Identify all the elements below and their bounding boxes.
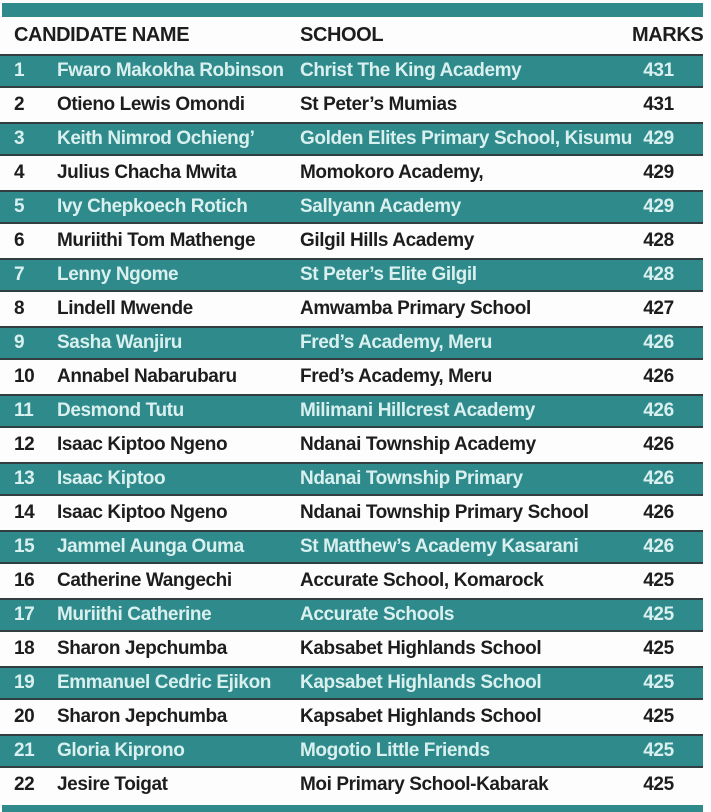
column-header-school: SCHOOL — [300, 24, 384, 46]
rank-cell: 14 — [14, 502, 35, 523]
rank-cell: 20 — [14, 706, 35, 727]
marks-cell: 426 — [643, 434, 674, 455]
school-cell: Christ The King Academy — [300, 60, 522, 81]
rank-cell: 1 — [14, 60, 25, 81]
top-accent-bar — [2, 3, 703, 17]
marks-cell: 425 — [643, 740, 674, 761]
marks-cell: 431 — [643, 60, 674, 81]
bottom-accent-bar — [2, 805, 703, 812]
rank-cell: 11 — [14, 400, 34, 421]
results-table-body — [0, 54, 703, 802]
school-cell: Sallyann Academy — [300, 196, 461, 217]
table-row — [0, 122, 703, 156]
school-cell: St Peter’s Elite Gilgil — [300, 264, 477, 285]
table-row — [0, 360, 703, 394]
school-cell: Kapsabet Highlands School — [300, 672, 542, 693]
school-cell: Golden Elites Primary School, Kisumu — [300, 128, 632, 149]
candidate-name-cell: Sharon Jepchumba — [57, 638, 227, 659]
school-cell: Accurate School, Komarock — [300, 570, 544, 591]
rank-cell: 19 — [14, 672, 35, 693]
rank-cell: 3 — [14, 128, 25, 149]
school-cell: St Matthew’s Academy Kasarani — [300, 536, 579, 557]
table-row — [0, 326, 703, 360]
candidate-name-cell: Gloria Kiprono — [57, 740, 185, 761]
candidate-name-cell: Isaac Kiptoo Ngeno — [57, 502, 228, 523]
school-cell: Gilgil Hills Academy — [300, 230, 474, 251]
marks-cell: 425 — [643, 570, 674, 591]
marks-cell: 425 — [643, 774, 674, 795]
rank-cell: 21 — [14, 740, 35, 761]
school-cell: Mogotio Little Friends — [300, 740, 490, 761]
table-row — [0, 632, 703, 666]
school-cell: Momokoro Academy, — [300, 162, 484, 183]
school-cell: St Peter’s Mumias — [300, 94, 457, 115]
rank-cell: 16 — [14, 570, 35, 591]
candidate-name-cell: Keith Nimrod Ochieng’ — [57, 128, 255, 149]
marks-cell: 426 — [643, 366, 674, 387]
candidate-name-cell: Julius Chacha Mwita — [57, 162, 237, 183]
table-row — [0, 462, 703, 496]
candidate-name-cell: Sasha Wanjiru — [57, 332, 183, 353]
candidate-name-cell: Emmanuel Cedric Ejikon — [57, 672, 271, 693]
table-row — [0, 564, 703, 598]
rank-cell: 22 — [14, 774, 35, 795]
candidate-name-cell: Muriithi Tom Mathenge — [57, 230, 256, 251]
school-cell: Milimani Hillcrest Academy — [300, 400, 535, 421]
school-cell: Fred’s Academy, Meru — [300, 366, 492, 387]
table-row — [0, 292, 703, 326]
rank-cell: 4 — [14, 162, 25, 183]
rank-cell: 9 — [14, 332, 25, 353]
marks-cell: 431 — [643, 94, 674, 115]
table-row — [0, 700, 703, 734]
marks-cell: 429 — [643, 128, 674, 149]
marks-cell: 429 — [643, 162, 674, 183]
school-cell: Fred’s Academy, Meru — [300, 332, 492, 353]
candidate-name-cell: Ivy Chepkoech Rotich — [57, 196, 248, 217]
candidate-name-cell: Annabel Nabarubaru — [57, 366, 237, 387]
table-row — [0, 734, 703, 768]
table-row — [0, 394, 703, 428]
rank-cell: 2 — [14, 94, 25, 115]
marks-cell: 425 — [643, 638, 674, 659]
table-row — [0, 428, 703, 462]
candidate-name-cell: Muriithi Catherine — [57, 604, 212, 625]
column-header-marks: MARKS — [632, 24, 704, 46]
marks-cell: 425 — [643, 604, 674, 625]
table-row — [0, 496, 703, 530]
rank-cell: 7 — [14, 264, 25, 285]
candidate-name-cell: Fwaro Makokha Robinson — [57, 60, 284, 81]
candidate-name-cell: Isaac Kiptoo Ngeno — [57, 434, 228, 455]
rank-cell: 8 — [14, 298, 25, 319]
rank-cell: 15 — [14, 536, 35, 557]
table-row — [0, 258, 703, 292]
school-cell: Kabsabet Highlands School — [300, 638, 542, 659]
school-cell: Ndanai Township Primary — [300, 468, 523, 489]
marks-cell: 426 — [643, 536, 674, 557]
marks-cell: 426 — [643, 400, 674, 421]
rank-cell: 17 — [14, 604, 35, 625]
school-cell: Accurate Schools — [300, 604, 455, 625]
table-row — [0, 530, 703, 564]
table-row — [0, 54, 703, 88]
table-row — [0, 666, 703, 700]
school-cell: Ndanai Township Academy — [300, 434, 536, 455]
candidate-name-cell: Lenny Ngome — [57, 264, 179, 285]
school-cell: Moi Primary School-Kabarak — [300, 774, 549, 795]
candidate-name-cell: Jammel Aunga Ouma — [57, 536, 244, 557]
marks-cell: 427 — [643, 298, 674, 319]
table-row — [0, 768, 703, 802]
marks-cell: 426 — [643, 502, 674, 523]
table-row — [0, 88, 703, 122]
school-cell: Kapsabet Highlands School — [300, 706, 542, 727]
candidate-name-cell: Jesire Toigat — [57, 774, 168, 795]
school-cell: Ndanai Township Primary School — [300, 502, 589, 523]
marks-cell: 428 — [643, 230, 674, 251]
candidate-name-cell: Otieno Lewis Omondi — [57, 94, 245, 115]
rank-cell: 10 — [14, 366, 35, 387]
rank-cell: 13 — [14, 468, 35, 489]
marks-cell: 429 — [643, 196, 674, 217]
marks-cell: 425 — [643, 706, 674, 727]
column-header-candidate-name: CANDIDATE NAME — [14, 24, 190, 46]
table-row — [0, 190, 703, 224]
rank-cell: 6 — [14, 230, 25, 251]
candidate-name-cell: Sharon Jepchumba — [57, 706, 227, 727]
school-cell: Amwamba Primary School — [300, 298, 531, 319]
table-row — [0, 598, 703, 632]
rank-cell: 12 — [14, 434, 35, 455]
marks-cell: 426 — [643, 332, 674, 353]
table-row — [0, 224, 703, 258]
table-header-row — [0, 17, 703, 54]
marks-cell: 426 — [643, 468, 674, 489]
candidate-name-cell: Desmond Tutu — [57, 400, 184, 421]
results-table — [0, 17, 703, 802]
rank-cell: 18 — [14, 638, 35, 659]
rank-cell: 5 — [14, 196, 25, 217]
marks-cell: 425 — [643, 672, 674, 693]
table-row — [0, 156, 703, 190]
candidate-name-cell: Isaac Kiptoo — [57, 468, 166, 489]
candidate-name-cell: Catherine Wangechi — [57, 570, 232, 591]
candidate-name-cell: Lindell Mwende — [57, 298, 193, 319]
marks-cell: 428 — [643, 264, 674, 285]
